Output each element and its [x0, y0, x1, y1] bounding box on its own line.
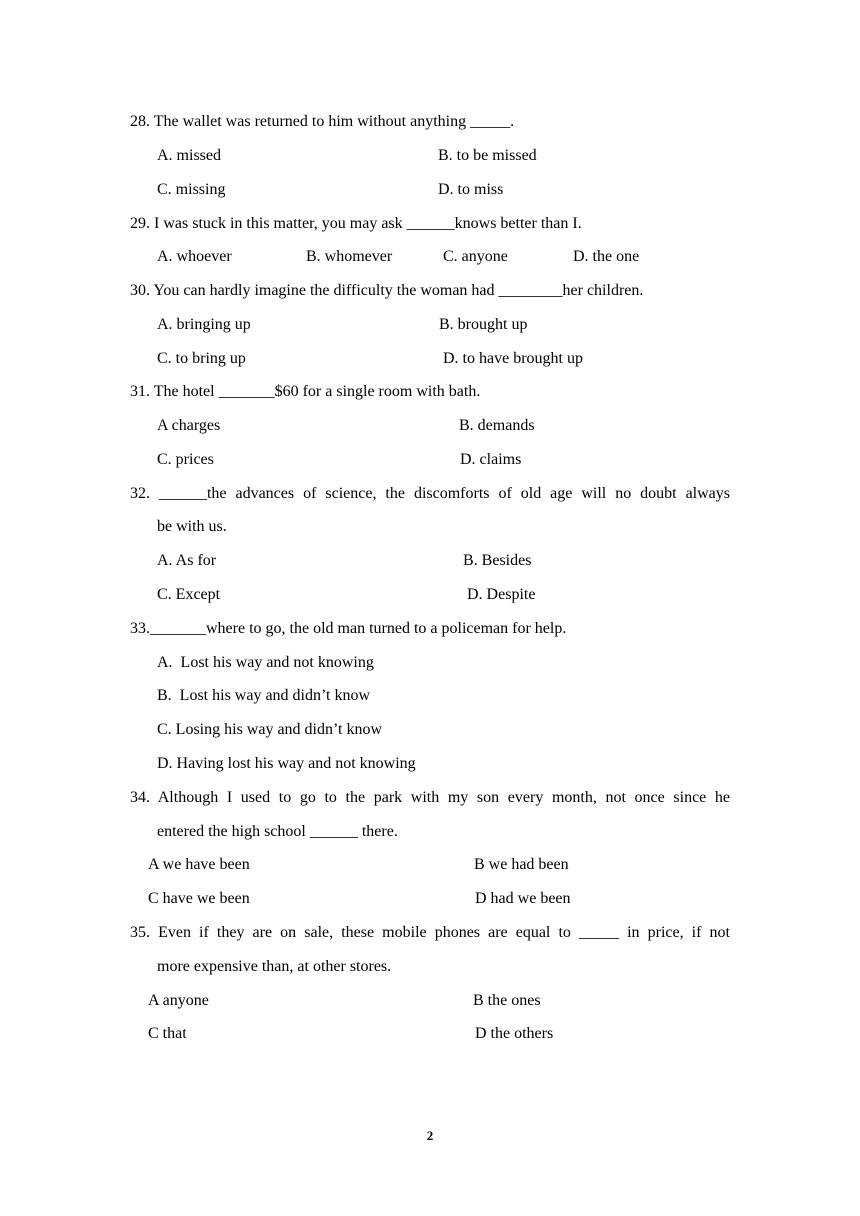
question-30-option-a: A. bringing up — [157, 316, 251, 333]
question-35-option-a: A anyone — [148, 992, 209, 1009]
question-34-option-b: B we had been — [474, 856, 569, 873]
question-28-option-a: A. missed — [157, 147, 221, 164]
question-29-option-b: B. whomever — [306, 248, 393, 265]
question-35-option-d: D the others — [475, 1025, 554, 1042]
question-28-option-c: C. missing — [157, 181, 226, 198]
question-33-option-d: D. Having lost his way and not knowing — [157, 755, 416, 772]
question-28-option-d: D. to miss — [438, 181, 504, 198]
question-30-stem: 30. You can hardly imagine the difficulty the woman had ________her children. — [130, 282, 644, 299]
question-31-option-d: D. claims — [460, 451, 522, 468]
question-32-option-d: D. Despite — [467, 586, 536, 603]
question-35-stem-line1: 35. Even if they are on sale, these mobile phones are equal to _____ in price, if not — [130, 924, 730, 941]
question-32-stem-line2: be with us. — [157, 518, 227, 535]
question-32-option-c: C. Except — [157, 586, 221, 603]
question-28-option-b: B. to be missed — [438, 147, 537, 164]
question-29-option-c: C. anyone — [443, 248, 508, 265]
question-35-option-c: C that — [148, 1025, 187, 1042]
question-35-option-b: B the ones — [473, 992, 541, 1009]
question-35-stem-line2: more expensive than, at other stores. — [157, 958, 392, 975]
question-30-option-b: B. brought up — [439, 316, 528, 333]
question-28-stem: 28. The wallet was returned to him without anything _____. — [130, 113, 515, 130]
page-number: 2 — [426, 1128, 434, 1143]
question-31-stem: 31. The hotel _______$60 for a single room with bath. — [130, 383, 481, 400]
question-29-option-d: D. the one — [573, 248, 640, 265]
question-34-option-a: A we have been — [148, 856, 250, 873]
question-30-option-c: C. to bring up — [157, 350, 246, 367]
question-33-option-c: C. Losing his way and didn’t know — [157, 721, 383, 738]
question-32-option-a: A. As for — [157, 552, 217, 569]
question-29-stem: 29. I was stuck in this matter, you may ask ______knows better than I. — [130, 215, 582, 232]
question-34-option-d: D had we been — [475, 890, 571, 907]
question-34-option-c: C have we been — [148, 890, 250, 907]
question-31-option-a: A charges — [157, 417, 221, 434]
question-33-stem: 33._______where to go, the old man turned to a policeman for help. — [130, 620, 567, 637]
question-34-stem-line2: entered the high school ______ there. — [157, 823, 398, 840]
question-29-option-a: A. whoever — [157, 248, 232, 265]
question-34-stem-line1: 34. Although I used to go to the park with my son every month, not once since he — [130, 789, 730, 806]
question-31-option-b: B. demands — [459, 417, 535, 434]
question-32-option-b: B. Besides — [463, 552, 532, 569]
question-33-option-b: B. Lost his way and didn’t know — [157, 687, 371, 704]
question-32-stem-line1: 32. ______the advances of science, the discomforts of old age will no doubt always — [130, 485, 730, 502]
question-33-option-a: A. Lost his way and not knowing — [157, 654, 374, 671]
question-30-option-d: D. to have brought up — [443, 350, 583, 367]
question-31-option-c: C. prices — [157, 451, 214, 468]
